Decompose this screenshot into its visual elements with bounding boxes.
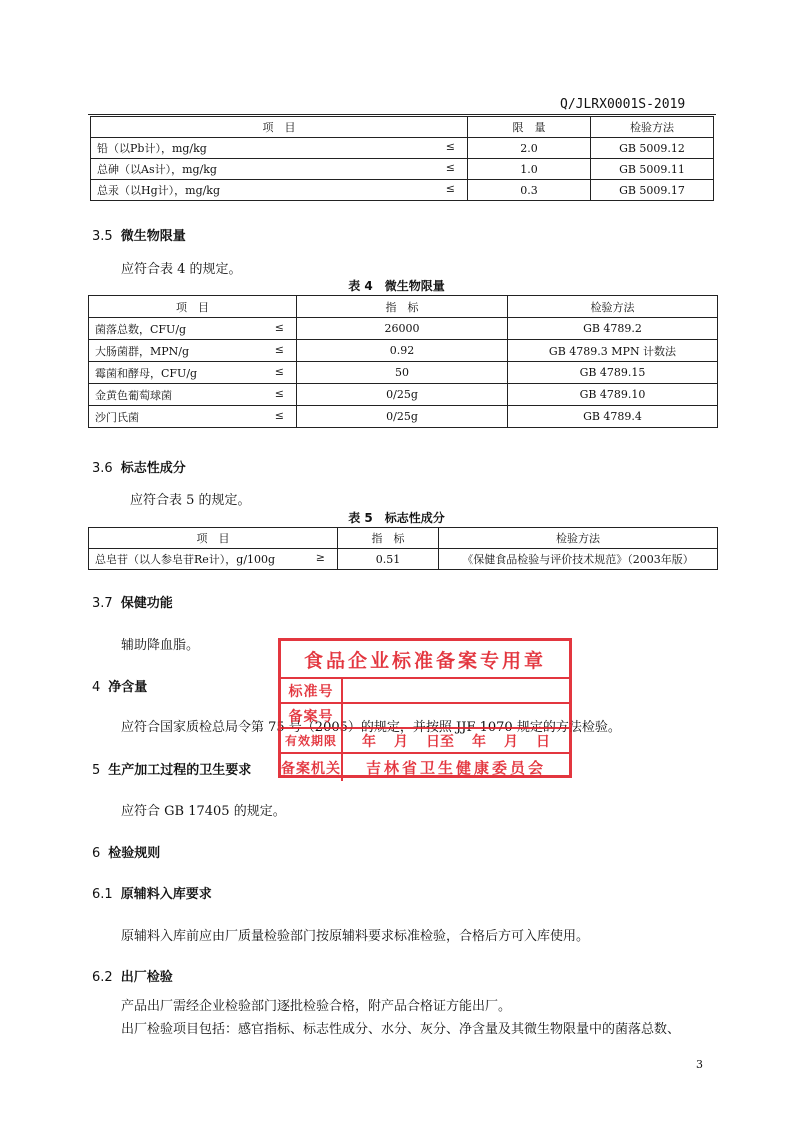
table5-caption: 表 5 标志性成分 xyxy=(348,511,445,525)
operator: ≤ xyxy=(445,161,455,174)
marker-components-table xyxy=(88,527,718,570)
method: GB 5009.11 xyxy=(591,159,714,180)
column-header: 检验方法 xyxy=(508,296,718,318)
stamp-label: 标准号 xyxy=(281,679,343,702)
limit-value: 0.92 xyxy=(297,340,508,362)
limit-value: 0.3 xyxy=(468,180,591,201)
table-row xyxy=(89,340,718,362)
table-row xyxy=(91,180,714,201)
table-row xyxy=(89,549,718,570)
item-name: 金黄色葡萄球菌 xyxy=(95,388,172,402)
table-row xyxy=(91,138,714,159)
section-6-2-text-1: 产品出厂需经企业检验部门逐批检验合格，附产品合格证方能出厂。 xyxy=(121,999,512,1014)
table-row xyxy=(89,384,718,406)
stamp-title: 食品企业标准备案专用章 xyxy=(281,641,569,679)
section-heading-3-6: 3.6 标志性成分 xyxy=(92,461,186,476)
item-name: 菌落总数，CFU/g xyxy=(95,322,187,336)
column-header: 指 标 xyxy=(297,296,508,318)
item-name: 霉菌和酵母，CFU/g xyxy=(95,366,198,380)
operator: ≤ xyxy=(274,386,284,400)
operator: ≤ xyxy=(274,408,284,422)
limit-value: 50 xyxy=(297,362,508,384)
table-row xyxy=(89,406,718,428)
section-4-text: 应符合国家质检总局令第 75 号（2005）的规定，并按照 JJF 1070 规定的方法检验。 xyxy=(121,720,621,735)
page-number: 3 xyxy=(696,1058,703,1071)
limit-value: 0/25g xyxy=(297,384,508,406)
section-heading-6-1: 6.1 原辅料入库要求 xyxy=(92,887,212,902)
item-name: 总砷（以As计），mg/kg xyxy=(97,163,217,176)
operator: ≥ xyxy=(315,551,325,564)
operator: ≤ xyxy=(274,342,284,356)
method: GB 4789.10 xyxy=(508,384,718,406)
operator: ≤ xyxy=(274,320,284,334)
stamp-row-authority xyxy=(281,754,569,781)
method: GB 5009.12 xyxy=(591,138,714,159)
section-heading-5: 5 生产加工过程的卫生要求 xyxy=(92,763,252,778)
item-name: 铅（以Pb计），mg/kg xyxy=(97,142,207,155)
column-header: 检验方法 xyxy=(439,528,718,549)
table-row xyxy=(89,318,718,340)
operator: ≤ xyxy=(445,140,455,153)
table4-caption: 表 4 微生物限量 xyxy=(348,279,445,293)
method: GB 4789.15 xyxy=(508,362,718,384)
document-code: Q/JLRX0001S-2019 xyxy=(560,97,686,112)
method: GB 4789.3 MPN 计数法 xyxy=(508,340,718,362)
registration-stamp xyxy=(278,638,572,778)
table-header-row xyxy=(89,528,718,549)
section-3-5-text: 应符合表 4 的规定。 xyxy=(121,262,242,277)
table-header-row xyxy=(91,117,714,138)
heavy-metals-table xyxy=(90,116,714,201)
section-heading-4: 4 净含量 xyxy=(92,680,148,695)
stamp-label: 备案机关 xyxy=(281,754,343,781)
stamp-row-validity: 有效期限 年 月 日至 年 月 日 xyxy=(281,729,569,754)
column-header: 项 目 xyxy=(89,528,338,549)
stamp-row-record-number xyxy=(281,704,569,729)
microbial-limits-table xyxy=(88,295,718,428)
limit-value: 0/25g xyxy=(297,406,508,428)
operator: ≤ xyxy=(274,364,284,378)
table-header-row xyxy=(89,296,718,318)
stamp-label: 备案号 xyxy=(281,704,343,727)
column-header: 项 目 xyxy=(91,117,468,138)
method: GB 4789.4 xyxy=(508,406,718,428)
method: 《保健食品检验与评价技术规范》（2003年版） xyxy=(439,549,718,570)
column-header: 项 目 xyxy=(89,296,297,318)
column-header: 指 标 xyxy=(338,528,439,549)
section-5-text: 应符合 GB 17405 的规定。 xyxy=(121,804,286,819)
stamp-label: 有效期限 xyxy=(281,729,343,752)
section-6-2-text-2: 出厂检验项目包括：感官指标、标志性成分、水分、灰分、净含量及其微生物限量中的菌落总数、 xyxy=(121,1022,681,1037)
limit-value: 26000 xyxy=(297,318,508,340)
section-heading-6: 6 检验规则 xyxy=(92,846,161,861)
item-name: 沙门氏菌 xyxy=(95,410,139,424)
stamp-row-standard-number xyxy=(281,679,569,704)
header-rule xyxy=(88,114,716,115)
limit-value: 1.0 xyxy=(468,159,591,180)
item-name: 总皂苷（以人参皂苷Re计），g/100g xyxy=(95,553,276,566)
section-6-1-text: 原辅料入库前应由厂质量检验部门按原辅料要求标准检验，合格后方可入库使用。 xyxy=(121,929,590,944)
limit-value: 2.0 xyxy=(468,138,591,159)
table-row xyxy=(91,159,714,180)
operator: ≤ xyxy=(445,182,455,195)
column-header: 检验方法 xyxy=(591,117,714,138)
section-3-6-text: 应符合表 5 的规定。 xyxy=(130,493,251,508)
section-heading-6-2: 6.2 出厂检验 xyxy=(92,970,173,985)
section-3-7-text: 辅助降血脂。 xyxy=(121,638,200,653)
method: GB 5009.17 xyxy=(591,180,714,201)
table-row xyxy=(89,362,718,384)
stamp-authority: 吉林省卫生健康委员会 xyxy=(365,759,546,777)
section-heading-3-5: 3.5 微生物限量 xyxy=(92,229,186,244)
limit-value: 0.51 xyxy=(338,549,439,570)
item-name: 大肠菌群，MPN/g xyxy=(95,344,190,358)
item-name: 总汞（以Hg计），mg/kg xyxy=(97,184,221,197)
section-heading-3-7: 3.7 保健功能 xyxy=(92,596,173,611)
method: GB 4789.2 xyxy=(508,318,718,340)
column-header: 限 量 xyxy=(468,117,591,138)
